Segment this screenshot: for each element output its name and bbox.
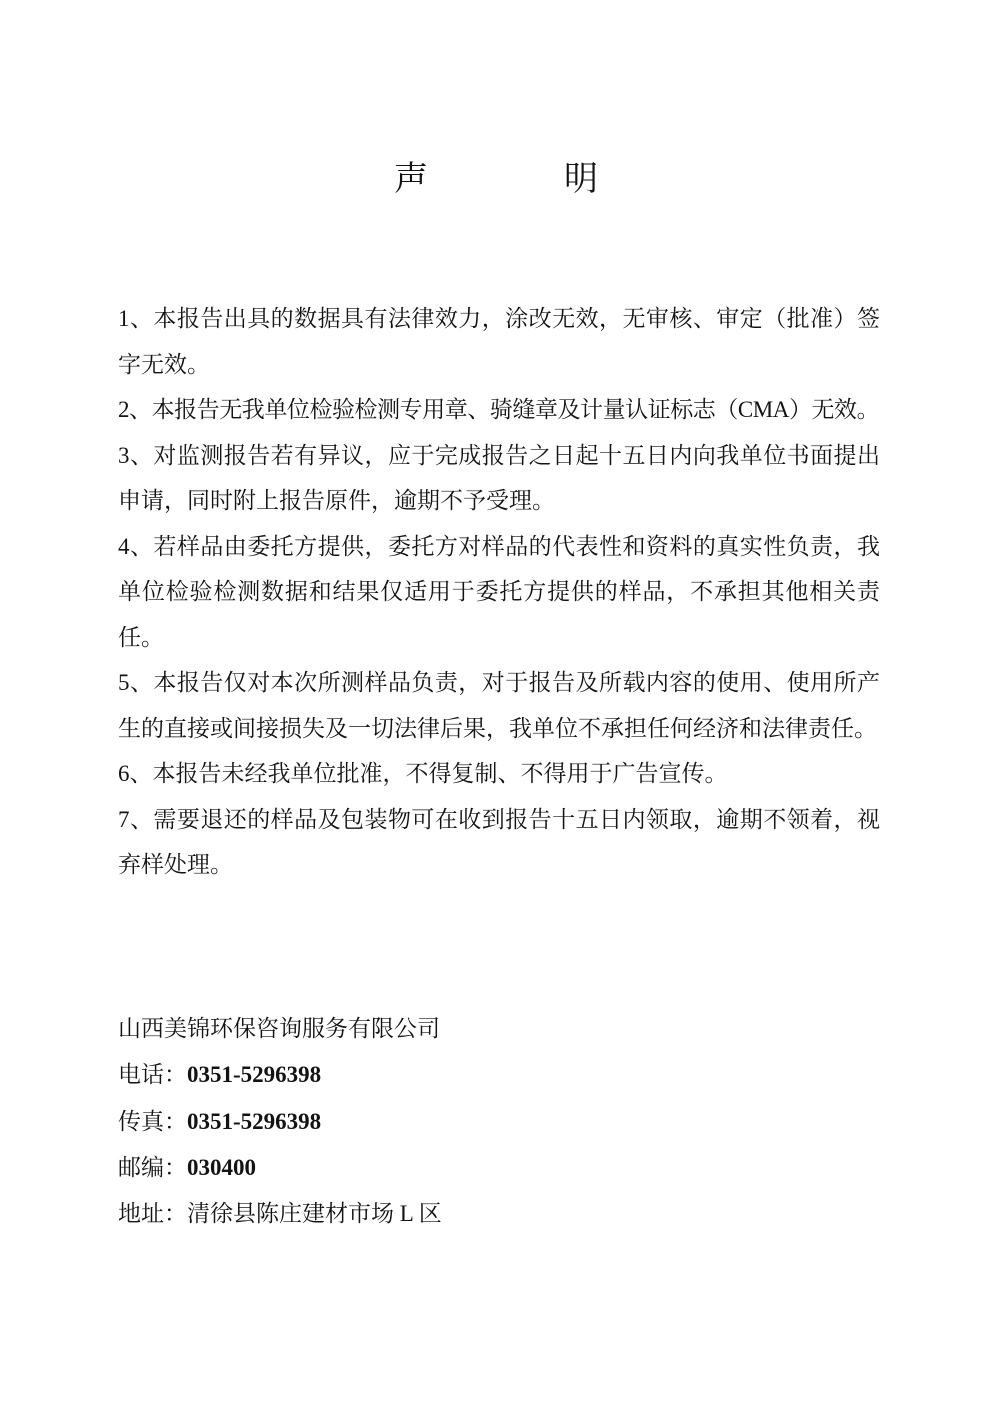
contact-value-postcode: 030400 [187,1154,256,1180]
contact-label-phone: 电话： [118,1062,187,1088]
statement-item-5: 5、本报告仅对本次所测样品负责，对于报告及所载内容的使用、使用所产生的直接或间接损失及一切法律后果，我单位不承担任何经济和法律责任。 [118,670,880,741]
statement-item-2: 2、本报告无我单位检验检测专用章、骑缝章及计量认证标志（CMA）无效。 [118,397,880,422]
statement-item-1: 1、本报告出具的数据具有法律效力，涂改无效，无审核、审定（批准）签字无效。 [118,306,880,377]
statement-item-3: 3、对监测报告若有异议，应于完成报告之日起十五日内向我单位书面提出申请，同时附上报告原件，逾期不予受理。 [118,442,880,513]
statement-item-4: 4、若样品由委托方提供，委托方对样品的代表性和资料的真实性负责，我单位检验检测数据和结果仅适用于委托方提供的样品，不承担其他相关责任。 [118,533,880,650]
contact-line-address [118,1191,880,1237]
contact-line-postcode [118,1145,880,1191]
contact-line-phone [118,1052,880,1098]
statement-item-6: 6、本报告未经我单位批准，不得复制、不得用于广告宣传。 [118,761,728,786]
contact-value-address: 清徐县陈庄建材市场 L 区 [187,1201,442,1227]
contact-line-fax [118,1099,880,1145]
contact-label-address: 地址： [118,1201,187,1227]
page-title: 声 明 [394,161,598,198]
statement-item-7: 7、需要退还的样品及包装物可在收到报告十五日内领取，逾期不领着，视弃样处理。 [118,806,880,877]
contact-label-fax: 传真： [118,1108,187,1134]
contact-value-phone: 0351-5296398 [187,1062,322,1088]
company-info-block [118,1006,880,1237]
contact-label-postcode: 邮编： [118,1154,187,1180]
company-name: 山西美锦环保咨询服务有限公司 [118,1016,440,1041]
statement-list [118,296,880,888]
contact-value-fax: 0351-5296398 [187,1108,322,1134]
